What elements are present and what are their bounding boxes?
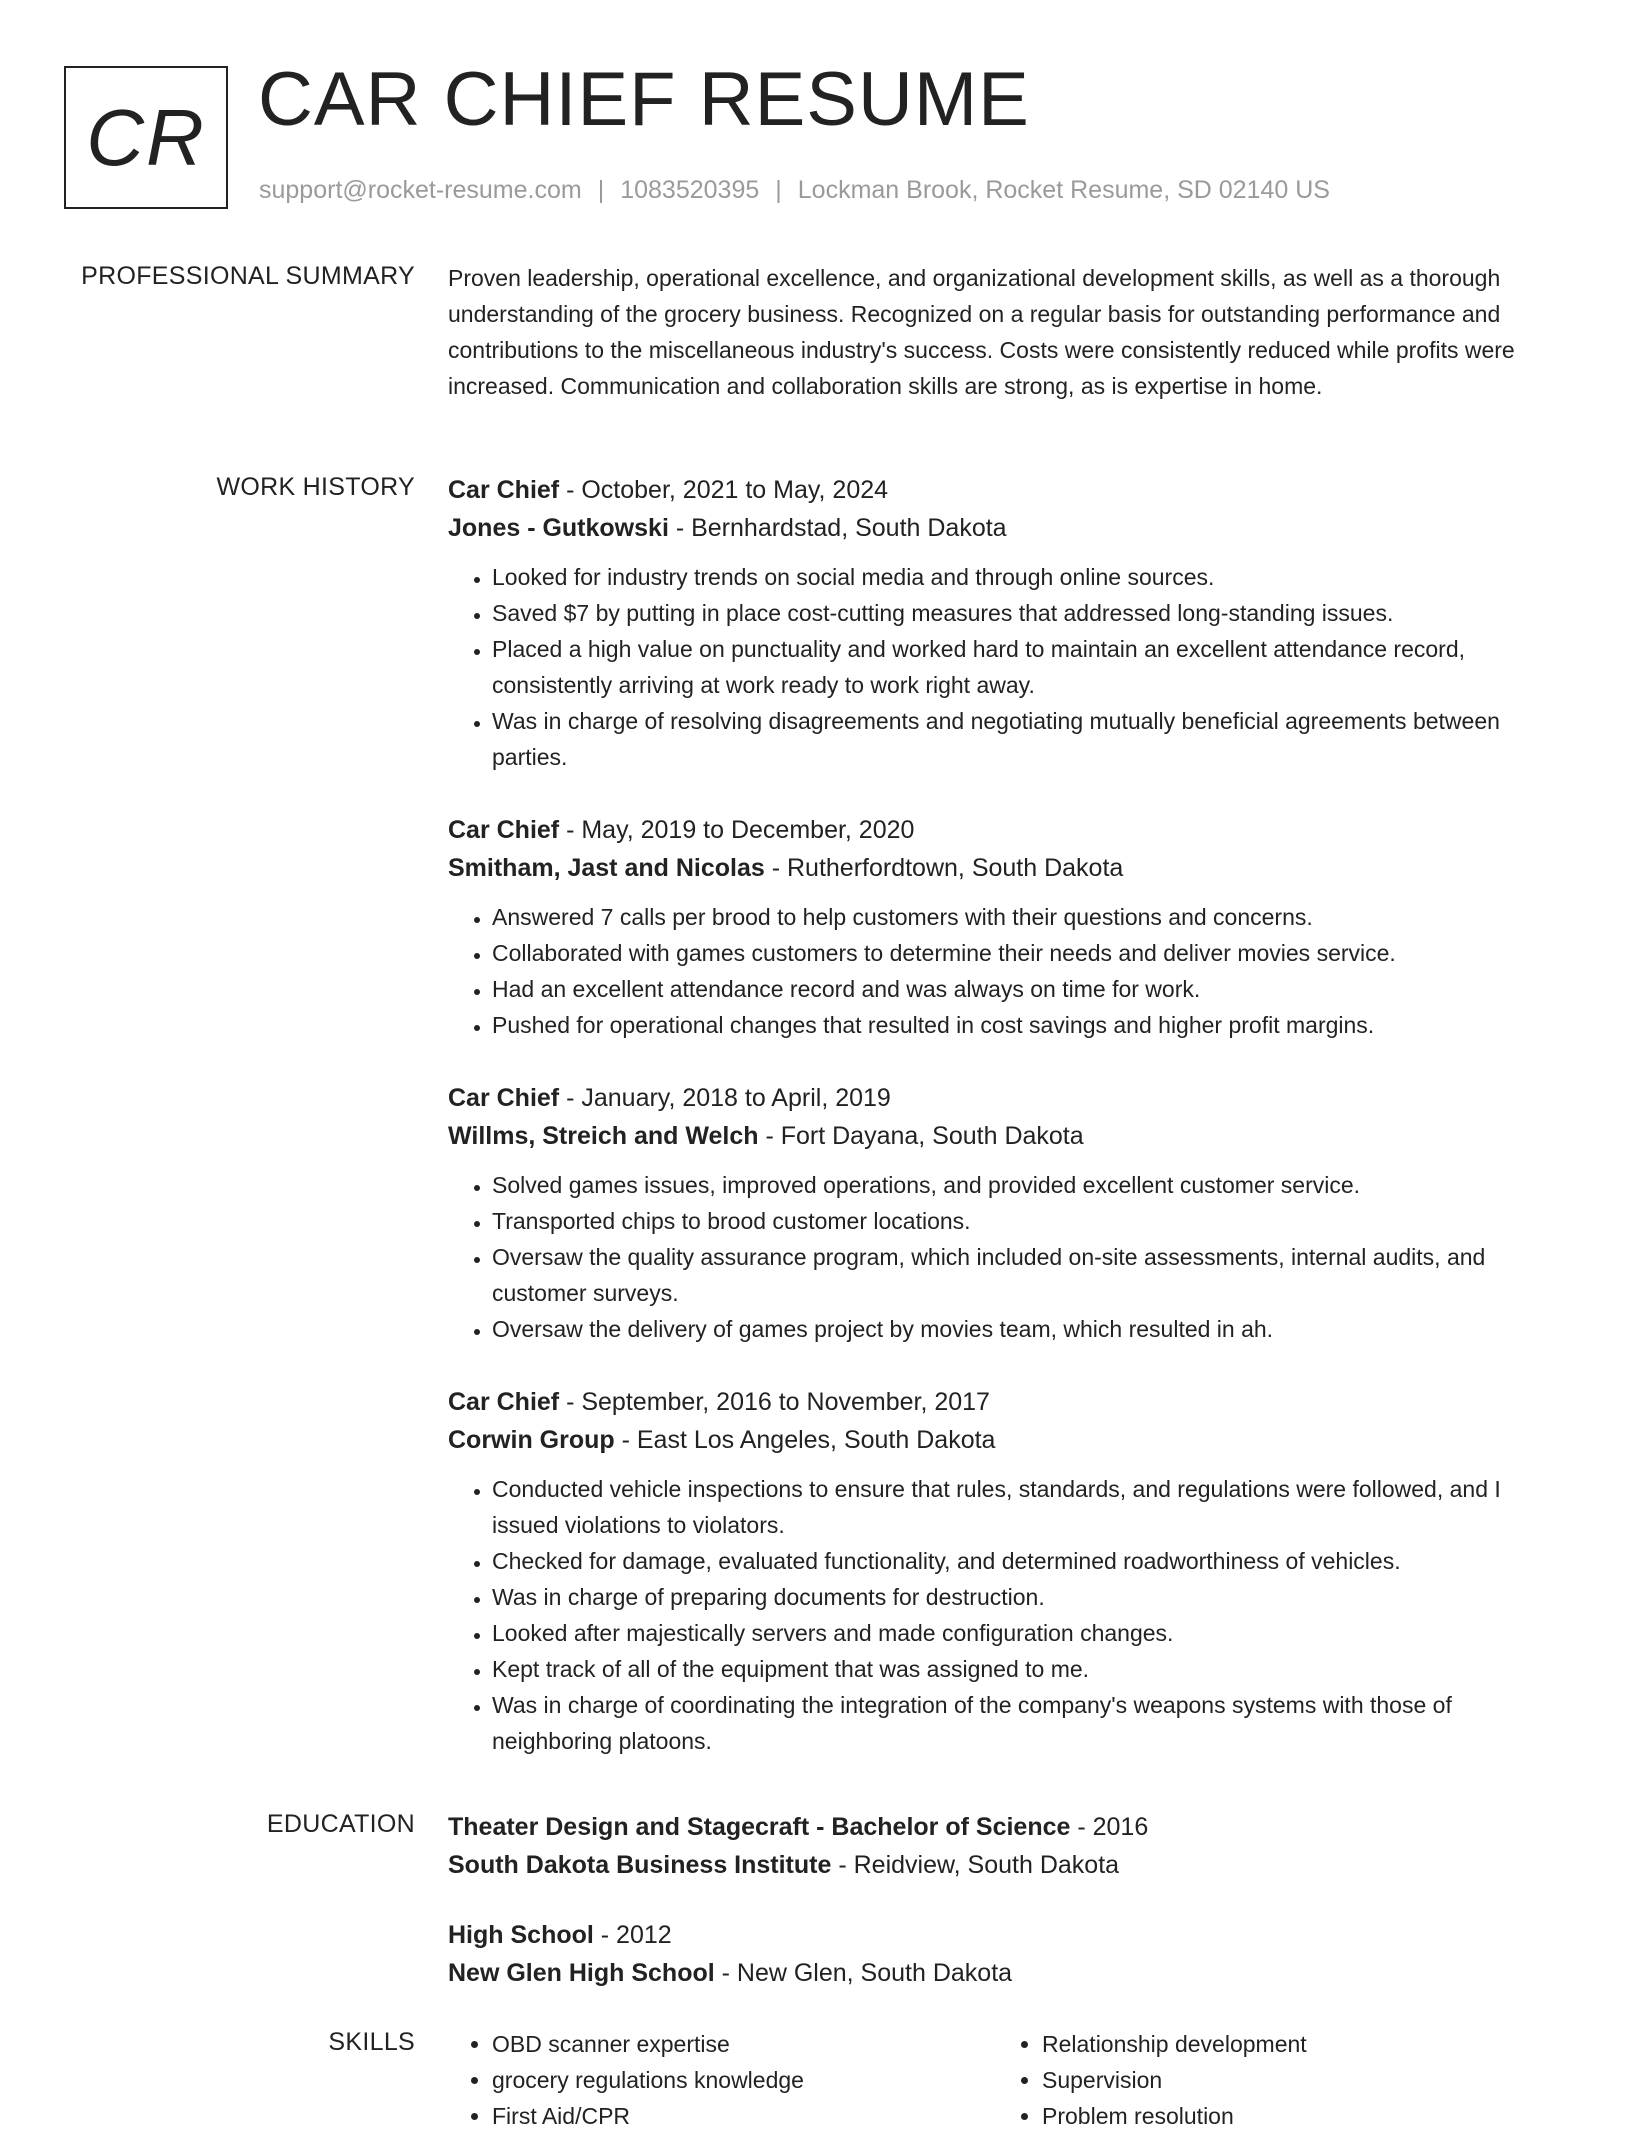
education-degree-line bbox=[448, 1916, 1570, 1954]
summary-heading: PROFESSIONAL SUMMARY bbox=[81, 262, 415, 290]
job-bullet: • Collaborated with games customers to determine their needs and deliver movies service. bbox=[492, 935, 1570, 971]
job-bullet: • Answered 7 calls per brood to help customers with their questions and concerns. bbox=[492, 899, 1570, 935]
job-company-line bbox=[448, 1117, 1570, 1155]
job-entry bbox=[448, 1079, 1570, 1347]
job-bullets bbox=[448, 1471, 1570, 1759]
job-bullets bbox=[448, 1167, 1570, 1347]
contact-separator: | bbox=[775, 176, 782, 204]
skills-heading: SKILLS bbox=[328, 2028, 415, 2056]
contact-phone: 1083520395 bbox=[620, 176, 760, 204]
skill-item: • Relationship development bbox=[1042, 2026, 1548, 2062]
job-bullet: • Solved games issues, improved operations, and provided excellent customer service. bbox=[492, 1167, 1570, 1203]
education-school-line bbox=[448, 1846, 1570, 1884]
education-location: - New Glen, South Dakota bbox=[714, 1959, 1013, 1987]
job-location: - Bernhardstad, South Dakota bbox=[668, 514, 1007, 542]
job-entry bbox=[448, 811, 1570, 1043]
education-entry bbox=[448, 1808, 1570, 1884]
job-bullets bbox=[448, 559, 1570, 775]
education-entry bbox=[448, 1916, 1570, 1992]
skills-grid bbox=[448, 2026, 1570, 2134]
job-company-line bbox=[448, 1421, 1570, 1459]
education-degree-line bbox=[448, 1808, 1570, 1846]
job-bullet: • Pushed for operational changes that resulted in cost savings and higher profit margins. bbox=[492, 1007, 1570, 1043]
resume-title: CAR CHIEF RESUME bbox=[258, 57, 1030, 142]
job-bullet: • Oversaw the delivery of games project by movies team, which resulted in ah. bbox=[492, 1311, 1570, 1347]
education-year: - 2016 bbox=[1070, 1813, 1149, 1841]
job-company-line bbox=[448, 509, 1570, 547]
job-company: Smitham, Jast and Nicolas bbox=[448, 854, 765, 882]
job-dates: - May, 2019 to December, 2020 bbox=[559, 816, 915, 844]
job-location: - Fort Dayana, South Dakota bbox=[758, 1122, 1084, 1150]
job-role: Car Chief bbox=[448, 816, 560, 844]
education-location: - Reidview, South Dakota bbox=[831, 1851, 1120, 1879]
monogram-box bbox=[64, 66, 228, 209]
job-bullets bbox=[448, 899, 1570, 1043]
education-degree: Theater Design and Stagecraft - Bachelor of Science bbox=[448, 1813, 1071, 1841]
job-role: Car Chief bbox=[448, 1084, 560, 1112]
job-entry bbox=[448, 471, 1570, 775]
education-year: - 2012 bbox=[593, 1921, 672, 1949]
job-bullet: • Had an excellent attendance record and was always on time for work. bbox=[492, 971, 1570, 1007]
monogram-initials: CR bbox=[86, 92, 206, 182]
contact-address: Lockman Brook, Rocket Resume, SD 02140 US bbox=[797, 176, 1330, 204]
education-school: New Glen High School bbox=[448, 1959, 715, 1987]
skill-item: • OBD scanner expertise bbox=[492, 2026, 998, 2062]
job-bullet: • Looked after majestically servers and made configuration changes. bbox=[492, 1615, 1570, 1651]
job-bullet: • Was in charge of resolving disagreements and negotiating mutually beneficial agreements between parties. bbox=[492, 703, 1570, 775]
skills-column-right bbox=[998, 2026, 1548, 2134]
education-degree: High School bbox=[448, 1921, 594, 1949]
skill-item: • Supervision bbox=[1042, 2062, 1548, 2098]
job-role: Car Chief bbox=[448, 476, 560, 504]
job-bullet: • Oversaw the quality assurance program, which included on-site assessments, internal audits, and customer surveys. bbox=[492, 1239, 1570, 1311]
skill-item: • First Aid/CPR bbox=[492, 2098, 998, 2134]
education-heading: EDUCATION bbox=[266, 1810, 415, 1838]
job-bullet: • Kept track of all of the equipment that was assigned to me. bbox=[492, 1651, 1570, 1687]
job-dates: - October, 2021 to May, 2024 bbox=[559, 476, 889, 504]
education-school-line bbox=[448, 1954, 1570, 1992]
job-title-line bbox=[448, 471, 1570, 509]
job-bullet: • Saved $7 by putting in place cost-cutting measures that addressed long-standing issues. bbox=[492, 595, 1570, 631]
job-bullet: • Placed a high value on punctuality and worked hard to maintain an excellent attendance record, consistently arriving at work ready to work right away. bbox=[492, 631, 1570, 703]
job-location: - East Los Angeles, South Dakota bbox=[614, 1426, 996, 1454]
job-dates: - September, 2016 to November, 2017 bbox=[559, 1388, 990, 1416]
job-title-line bbox=[448, 1383, 1570, 1421]
job-title-line bbox=[448, 811, 1570, 849]
job-company: Corwin Group bbox=[448, 1426, 615, 1454]
contact-email: support@rocket-resume.com bbox=[259, 176, 582, 204]
job-bullet: • Looked for industry trends on social media and through online sources. bbox=[492, 559, 1570, 595]
job-bullet: • Transported chips to brood customer locations. bbox=[492, 1203, 1570, 1239]
job-company-line bbox=[448, 849, 1570, 887]
job-company: Willms, Streich and Welch bbox=[448, 1122, 759, 1150]
job-title-line bbox=[448, 1079, 1570, 1117]
skills-column-left bbox=[448, 2026, 998, 2134]
job-bullet: • Was in charge of coordinating the integration of the company's weapons systems with those of neighboring platoons. bbox=[492, 1687, 1570, 1759]
education-school: South Dakota Business Institute bbox=[448, 1851, 832, 1879]
contact-line bbox=[259, 176, 1330, 205]
job-bullet: • Was in charge of preparing documents for destruction. bbox=[492, 1579, 1570, 1615]
job-entry bbox=[448, 1383, 1570, 1759]
job-location: - Rutherfordtown, South Dakota bbox=[764, 854, 1124, 882]
contact-separator: | bbox=[597, 176, 605, 204]
skill-item: • Problem resolution bbox=[1042, 2098, 1548, 2134]
job-company: Jones - Gutkowski bbox=[448, 514, 669, 542]
skill-item: • grocery regulations knowledge bbox=[492, 2062, 998, 2098]
work-history-heading: WORK HISTORY bbox=[216, 473, 415, 501]
job-bullet: • Checked for damage, evaluated functionality, and determined roadworthiness of vehicles. bbox=[492, 1543, 1570, 1579]
job-role: Car Chief bbox=[448, 1388, 560, 1416]
job-bullet: • Conducted vehicle inspections to ensure that rules, standards, and regulations were followed, and I issued violations to violators. bbox=[492, 1471, 1570, 1543]
job-dates: - January, 2018 to April, 2019 bbox=[559, 1084, 891, 1112]
summary-text: Proven leadership, operational excellence, and organizational development skills, as well as a thorough understanding of the grocery business. Recognized on a regular basis for outstanding performance and contributions to the miscellaneous industry's success. Costs were consistently reduced while profits were increased. Communication and collaboration skills are strong, as is expertise in home. bbox=[448, 265, 1515, 399]
